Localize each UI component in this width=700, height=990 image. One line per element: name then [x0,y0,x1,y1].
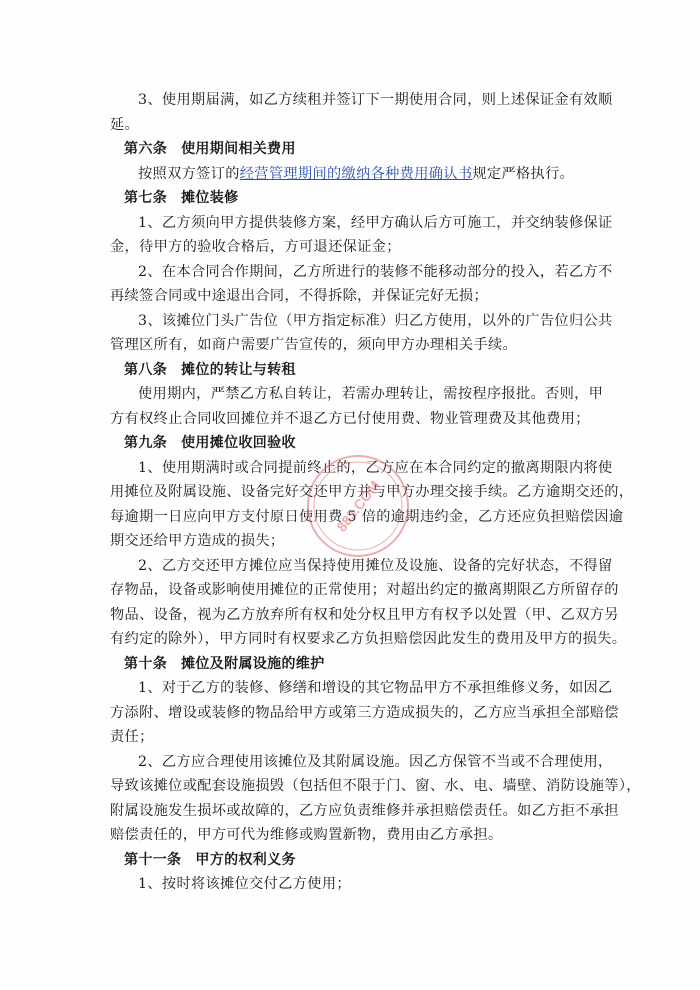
section-heading [110,137,600,162]
paragraph-line: 2、乙方应合理使用该摊位及其附属设施。因乙方保管不当或不合理使用， [138,753,613,770]
paragraph-line: 期交还给甲方造成的损失； [110,533,285,549]
section-title: 摊位及附属设施的维护 [181,655,325,672]
paragraph-line: 1、乙方须向甲方提供装修方案，经甲方确认后方可施工，并交纳装修保证 [138,214,613,231]
paragraph-line: 导致该摊位或配套设施损毁（包括但不限于门、窗、水、电、墙壁、消防设施等）， [110,778,641,794]
stamp-text: 883.COM [333,477,383,535]
paragraph-line: 赔偿责任的，甲方可代为维修或购置新物，费用由乙方承担。 [110,827,503,843]
paragraph-line [110,162,600,187]
paragraph-line: 方添附、增设或装修的物品给甲方或第三方造成损失的，乙方应当承担全部赔偿 [110,704,619,721]
paragraph-line: 3、使用期届满，如乙方续租并签订下一期使用合同，则上述保证金有效顺 [138,92,613,108]
paragraph-line: 方有权终止合同收回摊位并不退乙方已付使用费、物业管理费及其他费用； [110,410,590,427]
section-title: 使用摊位收回验收 [181,435,296,451]
paragraph-line: 2、在本合同合作期间，乙方所进行的装修不能移动部分的投入，若乙方不 [138,263,613,280]
section-heading [110,431,600,456]
paragraph-line: 用摊位及附属设施、设备完好交还甲方并与甲方办理交接手续。乙方逾期交还的， [110,484,634,500]
paragraph-line: 使用期内，严禁乙方私自转让，若需办理转让，需按程序报批。否则，甲 [138,386,604,402]
section-heading [110,652,600,677]
section-number: 第九条 [124,435,168,451]
section-number: 第十一条 [124,851,182,868]
paragraph-line: 附属设施发生损坏或故障的，乙方应负责维修并承担赔偿责任。如乙方拒不承担 [110,802,619,819]
paragraph-line: 再续签合同或中途退出合同，不得拆除，并保证完好无损； [110,288,488,304]
paragraph-line: 管理区所有，如商户需要广告宣传的，须向甲方办理相关手续。 [110,337,518,353]
paragraph-text: 规定严格执行。 [472,165,575,182]
paragraph-line: 1、对于乙方的装修、修缮和增设的其它物品甲方不承担维修义务，如因乙 [138,680,613,696]
section-title: 使用期间相关费用 [181,141,296,157]
paragraph-line: 有约定的除外），甲方同时有权要求乙方负担赔偿因此发生的费用及甲方的损失。 [110,631,627,647]
section-title: 甲方的权利义务 [195,851,296,868]
paragraph-line: 2、乙方交还甲方摊位应当保持使用摊位及设施、设备的完好状态，不得留 [138,557,613,574]
paragraph-text: 按照双方签订的 [138,165,240,182]
section-heading [110,358,600,383]
section-number: 第八条 [124,361,168,378]
document-body [110,88,641,897]
paragraph-line: 3、该摊位门头广告位（甲方指定标准）归乙方使用，以外的广告位归公共 [138,312,613,329]
paragraph-line: 金，待甲方的验收合格后，方可退还保证金； [110,239,401,255]
section-title: 摊位装修 [181,190,239,206]
section-number: 第六条 [124,141,168,157]
paragraph-line: 1、按时将该摊位交付乙方使用； [138,876,351,892]
section-heading [110,848,600,873]
paragraph-line: 每逾期一日应向甲方支付原日使用费 5 倍的逾期违约金，乙方还应负担赔偿因逾 [110,508,624,525]
paragraph-line: 1、使用期满时或合同提前终止的，乙方应在本合同约定的撤离期限内将使 [138,459,613,476]
paragraph-line: 物品、设备，视为乙方放弃所有权和处分权且甲方有权予以处置（甲、乙双方另 [110,606,619,623]
document-reference-link[interactable]: 经营管理期间的缴纳各种费用确认书 [239,165,473,182]
paragraph-line: 延。 [110,116,140,133]
section-heading [110,186,600,211]
section-number: 第七条 [124,190,168,206]
paragraph-line: 存物品，设备或影响使用摊位的正常使用；对超出约定的撤离期限乙方所留存的 [110,582,619,598]
section-number: 第十条 [124,655,168,672]
paragraph-line: 责任； [110,729,154,745]
section-title: 摊位的转让与转租 [181,361,296,378]
